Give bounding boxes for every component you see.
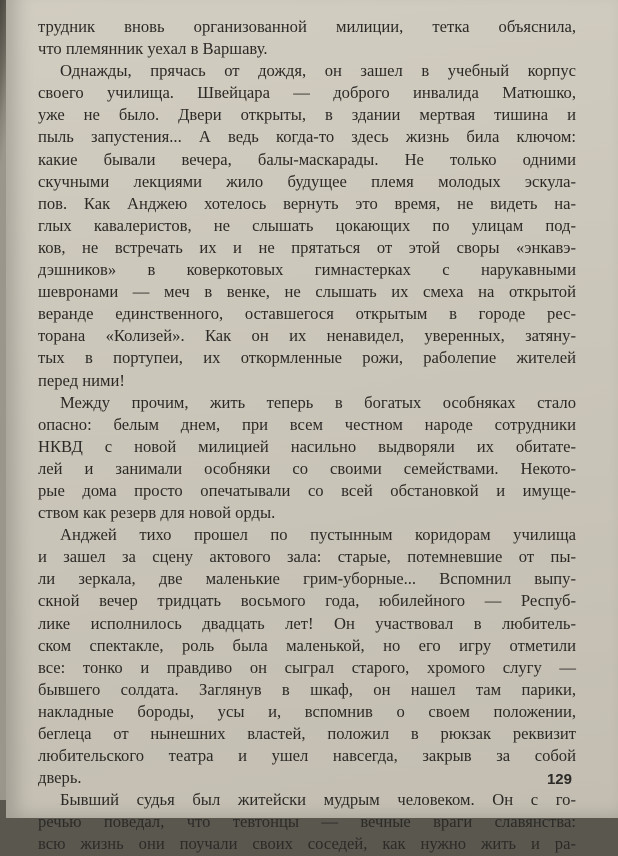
text-line: Однажды, прячась от дождя, он зашел в учебный корпус: [60, 61, 576, 81]
text-line: какие бывали вечера, балы-маскарады. Не только одними: [38, 149, 576, 169]
text-line: ском спектакле, роль была маленькой, но его игру отметили: [38, 635, 576, 655]
text-line: трудник вновь организованной милиции, тетка объяснила,: [38, 17, 576, 36]
text-line: тых в портупеи, их откормленные рожи, раболепие жителей: [38, 348, 576, 368]
paragraph-1: [38, 16, 576, 60]
text-line: накладные бороды, усы и, вспомнив о своем положении,: [38, 701, 576, 721]
text-line: лике исполнилось двадцать лет! Он участвовал в любитель-: [38, 613, 576, 633]
text-line: ли зеркала, две маленькие грим-уборные... Вспомнил выпу-: [38, 569, 576, 589]
text-line: дверь.: [38, 768, 82, 788]
text-line: шевронами — меч в венке, не слышать их смеха на открытой: [38, 282, 576, 302]
text-line: что племянник уехал в Варшаву.: [38, 39, 268, 59]
text-line: и зашел за сцену актового зала: старые, потемневшие от пы-: [38, 547, 576, 567]
text-line: скучными лекциями жило будущее племя молодых эскула-: [38, 171, 576, 191]
text-line: глых кавалеристов, не слышать цокающих по улицам под-: [38, 215, 576, 235]
text-line: всю жизнь они поучали своих соседей, как нужно жить и ра-: [38, 834, 576, 854]
text-line: Между прочим, жить теперь в богатых особняках стало: [60, 392, 576, 412]
text-line: лей и занимали особняки со своими семействами. Некото-: [38, 458, 576, 478]
text-line: торана «Колизей». Как он их ненавидел, уверенных, затяну-: [38, 326, 576, 346]
text-line: все: тонко и правдиво он сыграл старого, хромого слугу —: [38, 657, 576, 677]
paragraph-2: [38, 60, 576, 391]
book-page: [6, 0, 618, 854]
text-line: своего училища. Швейцара — доброго инвалида Матюшко,: [38, 83, 576, 103]
page-text: [38, 16, 576, 856]
text-line: рые дома просто опечатывали со всей обстановкой и имуще-: [38, 480, 576, 500]
paragraph-5: [38, 789, 576, 855]
text-line: перед ними!: [38, 370, 125, 390]
text-line: пыль запустения... А ведь когда-то здесь жизнь била ключом:: [38, 127, 576, 147]
page-number: 129: [546, 771, 572, 788]
text-line: скной вечер тридцать восьмого года, юбилейного — Респуб-: [38, 591, 576, 611]
text-line: уже не было. Двери открыты, в здании мертвая тишина и: [38, 105, 576, 125]
text-line: НКВД с новой милицией насильно выдворяли их обитате-: [38, 436, 576, 456]
text-line: пов. Как Анджею хотелось вернуть это время, не видеть на-: [38, 193, 576, 213]
text-line: любительского театра и ушел навсегда, закрыв за собой: [38, 746, 576, 766]
text-line: Бывший судья был житейски мудрым человеком. Он с го-: [60, 790, 576, 810]
text-line: Анджей тихо прошел по пустынным коридорам училища: [60, 525, 576, 545]
text-line: дэшников» в коверкотовых гимнастерках с нарукавными: [38, 260, 576, 280]
text-line: ством как резерв для новой орды.: [38, 503, 276, 523]
text-line: ков, не встречать их и не прятаться от этой своры «энкавэ-: [38, 237, 576, 257]
text-line: бывшего солдата. Заглянув в шкаф, он нашел там парики,: [38, 679, 576, 699]
text-line: беглеца от нынешних властей, положил в рюкзак реквизит: [38, 724, 576, 743]
paragraph-4: [38, 524, 576, 789]
text-line: опасно: белым днем, при всем честном народе сотрудники: [38, 414, 576, 434]
text-line: речью поведал, что тевтонцы — вечные враги славянства:: [38, 812, 576, 832]
text-line: веранде единственного, оставшегося открытым в городе рес-: [38, 304, 576, 324]
paragraph-3: [38, 392, 576, 525]
